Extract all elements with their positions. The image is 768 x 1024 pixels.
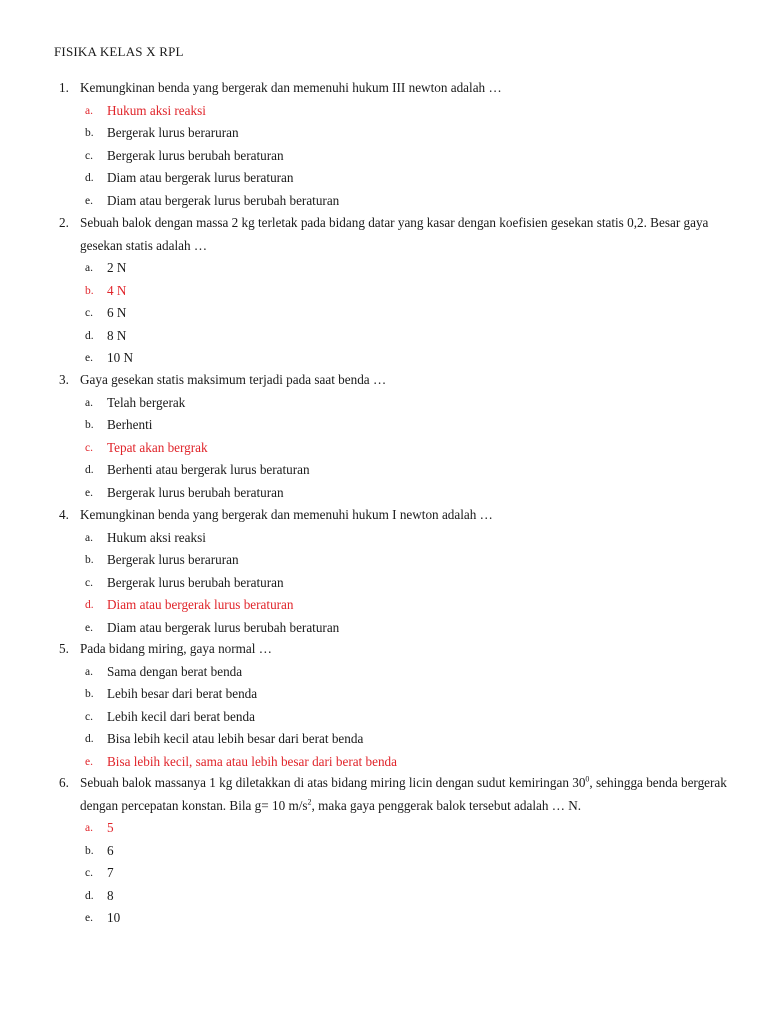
question-4 [54, 504, 738, 639]
option-letter: c. [85, 149, 93, 162]
answer-options [54, 527, 738, 640]
question-3 [54, 369, 738, 504]
answer-options [54, 257, 738, 370]
document-title: FISIKA KELAS X RPL [54, 44, 184, 59]
option-letter: d. [85, 464, 94, 476]
answer-option [85, 167, 738, 190]
answer-option [85, 706, 738, 729]
answer-option [85, 617, 738, 640]
answer-option-correct [85, 817, 738, 840]
option-letter: b. [85, 688, 94, 700]
option-text: Tepat akan bergrak [107, 439, 208, 455]
answer-option [85, 661, 738, 684]
question-number: 5. [59, 641, 69, 656]
question-1 [54, 77, 738, 212]
answer-option [85, 145, 738, 168]
option-letter: a. [85, 104, 93, 117]
answer-option [85, 325, 738, 348]
answer-option [85, 302, 738, 325]
question-text: Gaya gesekan statis maksimum terjadi pada saat benda … [80, 372, 387, 387]
question-text-part: , maka gaya penggerak balok tersebut adalah … N. [311, 797, 582, 813]
option-letter: b. [85, 844, 94, 857]
option-letter: b. [85, 127, 94, 139]
answer-option-correct [85, 594, 738, 617]
option-text: Bergerak lurus beraruran [107, 125, 239, 140]
option-text: 6 N [107, 305, 127, 320]
question-text-part: Sebuah balok massanya 1 kg diletakkan di atas bidang miring licin dengan sudut kemiringan 30 [80, 775, 586, 790]
option-letter: c. [85, 710, 93, 723]
question-number: 3. [59, 372, 69, 387]
option-letter: e. [85, 755, 93, 768]
option-letter: c. [85, 576, 93, 589]
option-text: Bergerak lurus berubah beraturan [107, 484, 284, 500]
option-text: 5 [107, 820, 114, 835]
answer-option-correct [85, 751, 738, 774]
superscript: 0 [585, 774, 590, 784]
question-text: Kemungkinan benda yang bergerak dan memenuhi hukum III newton adalah … [80, 80, 502, 95]
option-text: Berhenti atau bergerak lurus beraturan [107, 462, 310, 477]
option-text: Telah bergerak [107, 394, 186, 410]
option-text: 8 [107, 887, 114, 903]
answer-option [85, 190, 738, 213]
answer-options [54, 817, 738, 930]
option-letter: d. [85, 172, 94, 184]
answer-option [85, 122, 738, 145]
option-letter: a. [85, 396, 93, 409]
question-number: 6. [59, 775, 69, 790]
answer-option [85, 683, 738, 706]
question-text: Kemungkinan benda yang bergerak dan memenuhi hukum I newton adalah … [80, 507, 493, 522]
answer-option-correct [85, 280, 738, 303]
option-text: Bergerak lurus beraruran [107, 552, 239, 567]
answer-option [85, 549, 738, 572]
option-letter: d. [85, 889, 94, 902]
option-letter: a. [85, 665, 93, 678]
option-letter: e. [85, 352, 93, 364]
option-letter: e. [85, 194, 93, 207]
option-letter: e. [85, 621, 93, 634]
question-text [80, 772, 738, 817]
option-text: Diam atau bergerak lurus beraturan [107, 170, 294, 185]
answer-option [85, 907, 738, 930]
question-2 [54, 212, 738, 370]
question-number: 4. [59, 507, 69, 522]
option-text: 6 [107, 842, 114, 858]
option-text: Sama dengan berat benda [107, 663, 243, 679]
option-text: Berhenti [107, 417, 153, 432]
option-text: 10 [107, 910, 121, 925]
question-number: 2. [59, 215, 69, 230]
answer-option [85, 728, 738, 751]
answer-option [85, 572, 738, 595]
option-text: Diam atau bergerak lurus beraturan [107, 597, 294, 612]
option-text: Bergerak lurus berubah beraturan [107, 574, 284, 590]
option-letter: e. [85, 486, 93, 499]
option-text: Bisa lebih kecil, sama atau lebih besar dari berat benda [107, 753, 398, 769]
answer-option [85, 347, 738, 370]
option-letter: c. [85, 441, 93, 454]
option-text: Hukum aksi reaksi [107, 102, 206, 118]
option-letter: b. [85, 284, 94, 297]
answer-option [85, 482, 738, 505]
option-text: Lebih besar dari berat benda [107, 686, 258, 701]
answer-options [54, 661, 738, 774]
option-text: Bergerak lurus berubah beraturan [107, 147, 284, 163]
option-text: Lebih kecil dari berat benda [107, 708, 255, 724]
answer-option [85, 392, 738, 415]
answer-option-correct [85, 437, 738, 460]
answer-options [54, 392, 738, 505]
option-text: Diam atau bergerak lurus berubah beraturan [107, 192, 340, 208]
answer-option [85, 840, 738, 863]
answer-option [85, 459, 738, 482]
option-letter: c. [85, 867, 93, 879]
option-text: Diam atau bergerak lurus berubah beraturan [107, 619, 340, 635]
option-text: 8 N [107, 327, 127, 343]
answer-options [54, 100, 738, 213]
option-text: 10 N [107, 350, 134, 365]
answer-option [85, 527, 738, 550]
option-letter: a. [85, 822, 93, 834]
option-letter: d. [85, 329, 94, 342]
option-letter: d. [85, 599, 94, 611]
option-letter: a. [85, 531, 93, 544]
answer-option [85, 885, 738, 908]
answer-option [85, 257, 738, 280]
question-text: Sebuah balok dengan massa 2 kg terletak pada bidang datar yang kasar dengan koefisien gesekan statis 0,2. Besar gaya gesekan statis adalah … [80, 215, 709, 253]
superscript: 2 [307, 797, 312, 807]
answer-option [85, 862, 738, 885]
question-number: 1. [59, 80, 69, 95]
question-text-part: , sehingga benda bergerak dengan percepatan konstan. Bila g= 10 m/s [80, 775, 727, 813]
answer-option-correct [85, 100, 738, 123]
question-6 [54, 772, 738, 930]
option-text: Bisa lebih kecil atau lebih besar dari berat benda [107, 731, 364, 746]
option-letter: b. [85, 419, 94, 431]
option-text: Hukum aksi reaksi [107, 529, 206, 545]
question-text: Pada bidang miring, gaya normal … [80, 641, 272, 656]
answer-option [85, 414, 738, 437]
option-letter: e. [85, 912, 93, 924]
question-5 [54, 638, 738, 773]
option-text: 7 [107, 865, 114, 880]
option-letter: b. [85, 554, 94, 566]
option-letter: a. [85, 262, 93, 274]
option-letter: d. [85, 733, 94, 745]
option-text: 2 N [107, 260, 127, 275]
option-letter: c. [85, 307, 93, 319]
option-text: 4 N [107, 282, 127, 298]
